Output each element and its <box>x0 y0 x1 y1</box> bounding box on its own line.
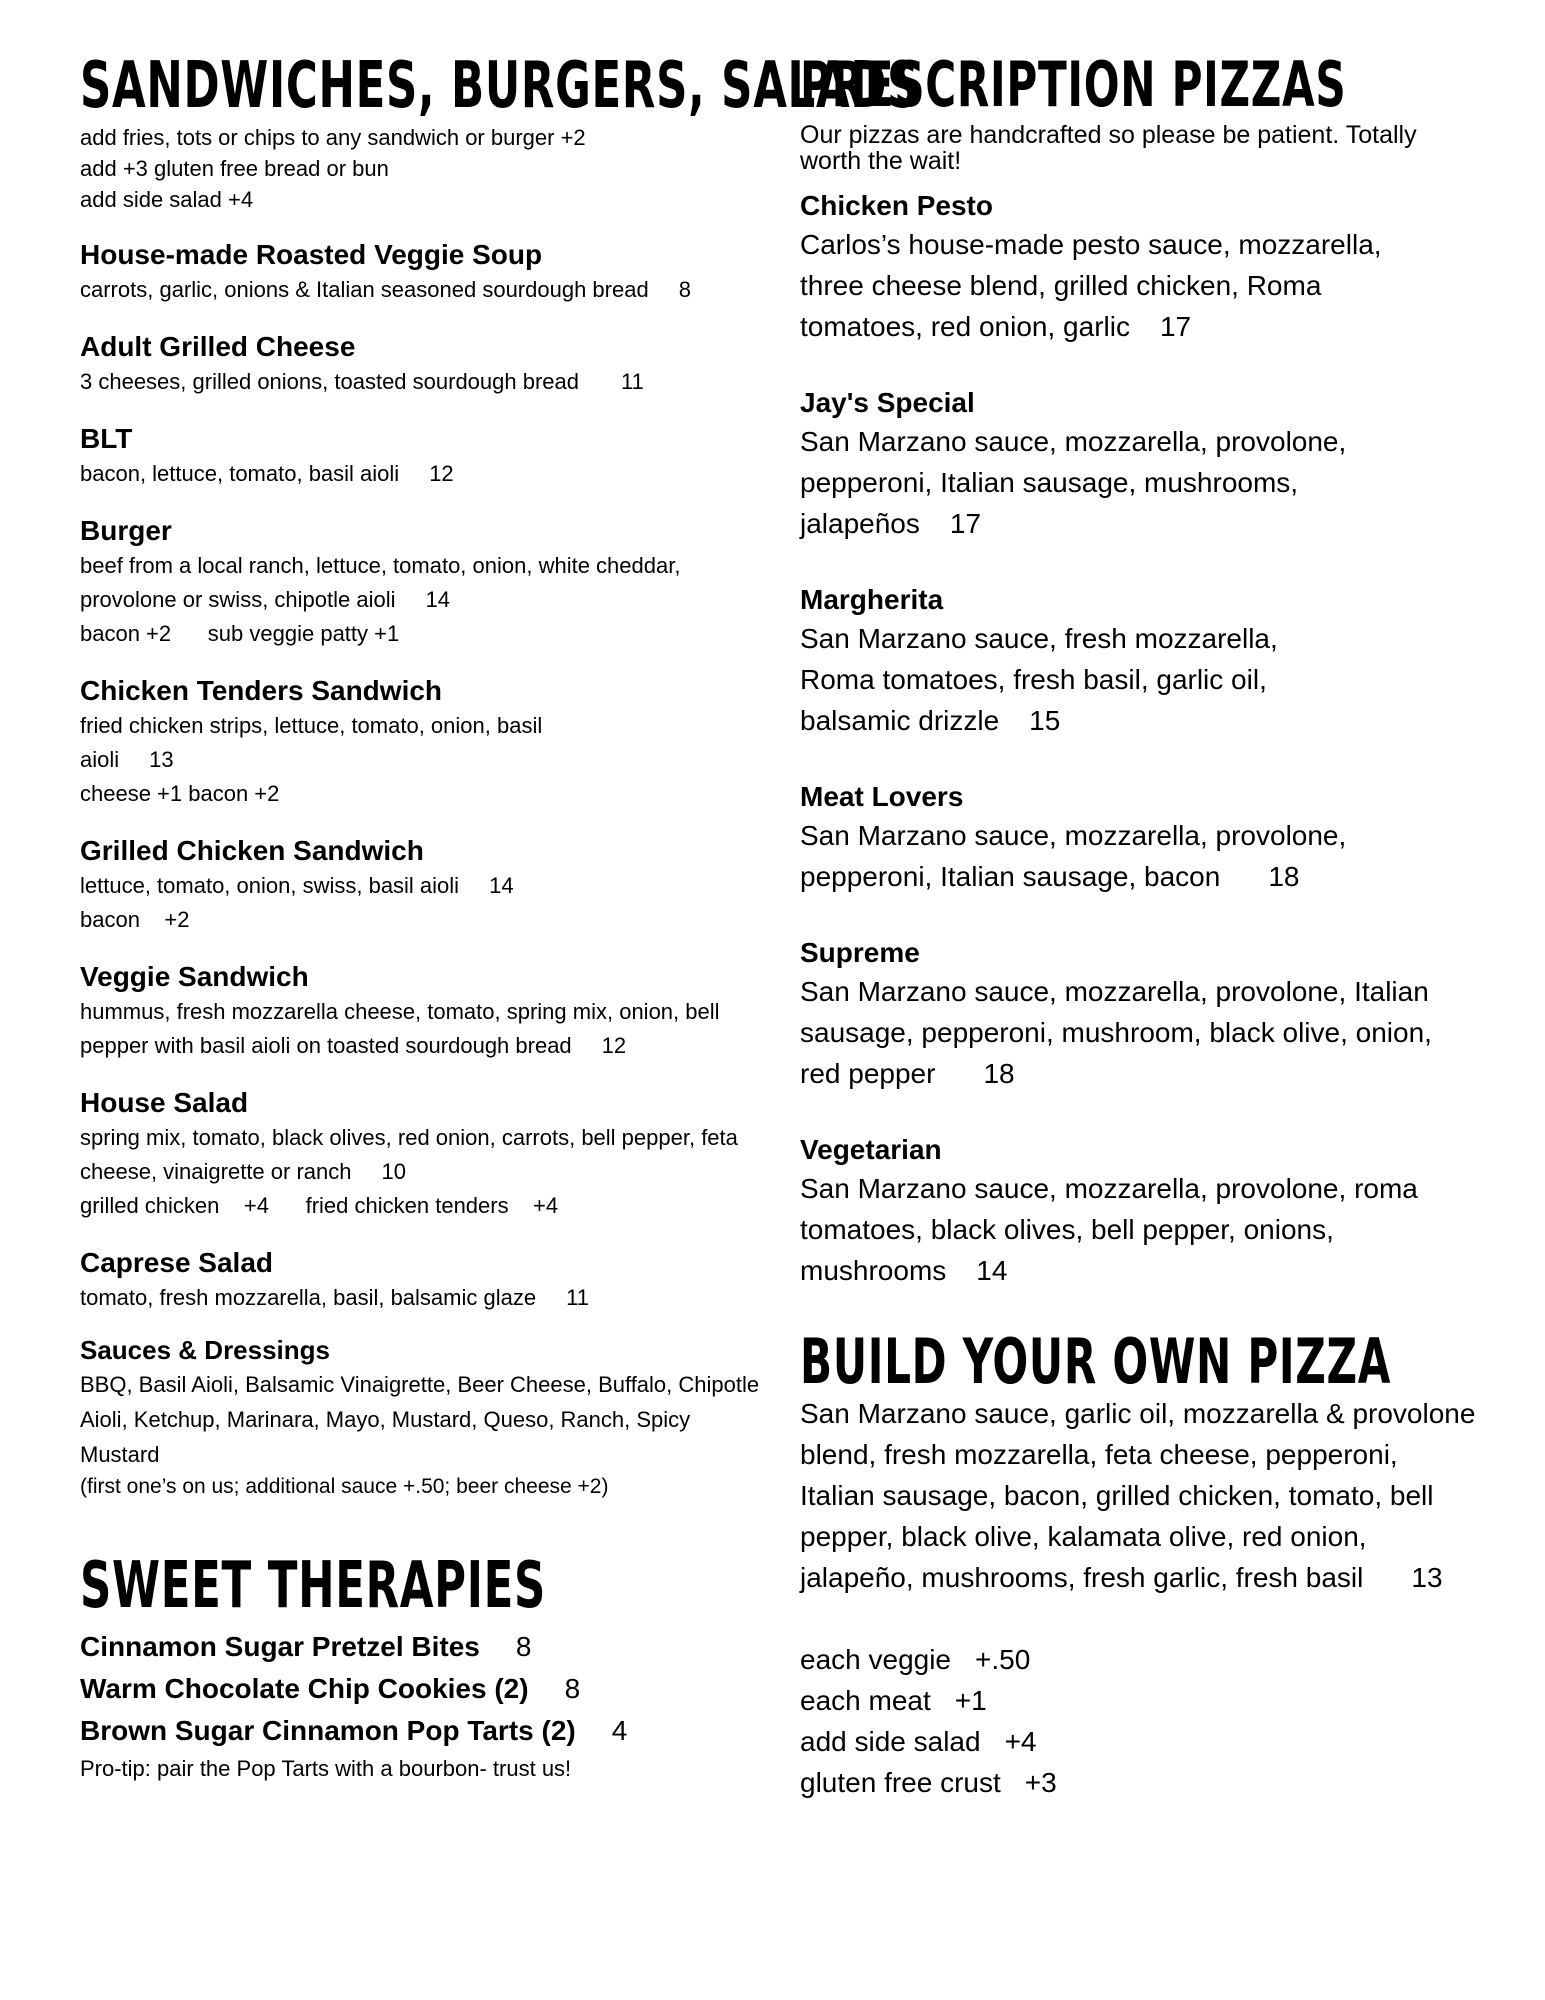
item-desc <box>80 549 760 617</box>
pizza-price: 17 <box>949 508 982 539</box>
addon-label: each veggie <box>800 1644 952 1675</box>
addon-label: gluten free crust <box>800 1767 1001 1798</box>
menu-item-blt <box>80 421 760 491</box>
item-desc-text: hummus, fresh mozzarella cheese, tomato, spring mix, onion, bell pepper with basil aioli on toasted sourdough bread <box>80 999 720 1058</box>
item-desc-text: tomato, fresh mozzarella, basil, balsamic glaze <box>80 1285 537 1310</box>
sandwiches-notes <box>80 122 760 215</box>
pizza-supreme <box>800 935 1490 1094</box>
pizza-price: 14 <box>976 1255 1008 1286</box>
sandwiches-note: add fries, tots or chips to any sandwich or burger +2 <box>80 125 586 150</box>
item-price: 11 <box>566 1285 589 1310</box>
pizza-desc-text: San Marzano sauce, mozzarella, provolone, Italian sausage, pepperoni, mushroom, black olive, onion, red pepper <box>800 976 1432 1089</box>
item-price: 12 <box>429 461 454 486</box>
menu-item-caprese-salad <box>80 1245 760 1315</box>
menu-item-house-salad <box>80 1085 760 1223</box>
item-extra: bacon +2 sub veggie patty +1 <box>80 621 400 646</box>
addon-price: +1 <box>954 1685 987 1716</box>
menu-item-veggie-soup <box>80 237 760 307</box>
addon-price: +3 <box>1024 1767 1057 1798</box>
item-price: 14 <box>425 587 450 612</box>
pizza-name: Supreme <box>800 937 920 968</box>
item-price: 11 <box>621 369 644 394</box>
pizzas-heading: PRESCRIPTION PIZZAS <box>800 48 1347 121</box>
pizza-price: 18 <box>1268 861 1300 892</box>
pizza-vegetarian <box>800 1132 1490 1291</box>
addon-price: +.50 <box>975 1644 1031 1675</box>
item-price: 13 <box>149 747 174 772</box>
item-price: 14 <box>489 873 514 898</box>
item-desc <box>80 273 760 307</box>
pizza-name: Vegetarian <box>800 1134 942 1165</box>
dessert-name: Warm Chocolate Chip Cookies (2) <box>80 1673 529 1704</box>
pizza-desc-text: San Marzano sauce, mozzarella, provolone, pepperoni, Italian sausage, mushrooms, jalapeños <box>800 426 1347 539</box>
addon-label: add side salad <box>800 1726 981 1757</box>
pizza-name: Jay's Special <box>800 387 975 418</box>
item-name: Chicken Tenders Sandwich <box>80 675 443 706</box>
pizza-name: Chicken Pesto <box>800 190 993 221</box>
item-name: Grilled Chicken Sandwich <box>80 835 424 866</box>
item-price: 8 <box>678 277 691 302</box>
item-name: Adult Grilled Cheese <box>80 331 356 362</box>
sandwiches-note: add +3 gluten free bread or bun <box>80 156 389 181</box>
byo-heading: BUILD YOUR OWN PIZZA <box>800 1325 1392 1398</box>
dessert-list <box>80 1626 760 1786</box>
dessert-price: 8 <box>564 1673 581 1704</box>
pizza-desc-text: San Marzano sauce, mozzarella, provolone, pepperoni, Italian sausage, bacon <box>800 820 1347 892</box>
pizza-price: 18 <box>983 1058 1015 1089</box>
sandwiches-note: add side salad +4 <box>80 187 254 212</box>
item-name: Caprese Salad <box>80 1247 273 1278</box>
byo-price: 13 <box>1411 1562 1443 1593</box>
item-desc-text: bacon, lettuce, tomato, basil aioli <box>80 461 400 486</box>
right-column <box>800 48 1490 1803</box>
addon-item <box>800 1762 1490 1803</box>
pizza-desc <box>800 971 1440 1094</box>
pizza-desc <box>800 618 1340 741</box>
item-desc <box>80 869 760 903</box>
item-name: House-made Roasted Veggie Soup <box>80 239 543 270</box>
pizza-jays-special <box>800 385 1490 544</box>
sauces-note: (first one’s on us; additional sauce +.50; beer cheese +2) <box>80 1475 609 1498</box>
item-desc <box>80 1121 760 1189</box>
item-desc <box>80 995 760 1063</box>
item-desc-text: beef from a local ranch, lettuce, tomato, onion, white cheddar, provolone or swiss, chipotle aioli <box>80 553 681 612</box>
addon-item <box>800 1721 1490 1762</box>
dessert-name: Cinnamon Sugar Pretzel Bites <box>80 1631 480 1662</box>
dessert-price: 4 <box>611 1715 628 1746</box>
pizza-desc <box>800 224 1450 347</box>
pizzas-intro: Our pizzas are handcrafted so please be patient. Totally worth the wait! <box>800 121 1417 175</box>
dessert-item <box>80 1626 760 1668</box>
item-name: House Salad <box>80 1087 249 1118</box>
item-price: 12 <box>601 1033 627 1058</box>
addon-item <box>800 1680 1490 1721</box>
item-price: 10 <box>381 1159 406 1184</box>
pizza-desc <box>800 421 1430 544</box>
item-name: Burger <box>80 515 172 546</box>
pizza-price: 17 <box>1159 311 1192 342</box>
item-desc-text: spring mix, tomato, black olives, red onion, carrots, bell pepper, feta cheese, vinaigrette or ranch <box>80 1125 738 1184</box>
pizza-margherita <box>800 582 1490 741</box>
item-extra: cheese +1 bacon +2 <box>80 781 280 806</box>
pizza-name: Margherita <box>800 584 944 615</box>
pizza-chicken-pesto <box>800 188 1490 347</box>
byo-desc-text: San Marzano sauce, garlic oil, mozzarella & provolone blend, fresh mozzarella, feta cheese, pepperoni, Italian sausage, bacon, grilled chicken, tomato, bell pepper, black olive, kalamata olive, red onion, jalapeño, mushrooms, fresh garlic, fresh basil <box>800 1398 1476 1593</box>
dessert-item <box>80 1668 760 1710</box>
addon-price: +4 <box>1004 1726 1037 1757</box>
pizza-desc-text: San Marzano sauce, fresh mozzarella, Roma tomatoes, fresh basil, garlic oil, balsamic drizzle <box>800 623 1278 736</box>
item-desc <box>80 365 760 399</box>
sandwiches-heading: SANDWICHES, BURGERS, SALADS <box>80 49 920 123</box>
menu-item-burger <box>80 513 760 651</box>
addon-label: each meat <box>800 1685 931 1716</box>
item-desc-text: fried chicken strips, lettuce, tomato, onion, basil aioli <box>80 713 543 772</box>
item-desc <box>80 709 580 777</box>
item-desc <box>80 1281 760 1315</box>
sweet-heading: SWEET THERAPIES <box>80 1549 547 1623</box>
byo-desc <box>800 1393 1480 1598</box>
pizza-desc-text: Carlos’s house-made pesto sauce, mozzarella, three cheese blend, grilled chicken, Roma tomatoes, red onion, garlic <box>800 229 1382 342</box>
pro-tip: Pro-tip: pair the Pop Tarts with a bourbon- trust us! <box>80 1756 572 1781</box>
addon-item <box>800 1639 1490 1680</box>
item-desc <box>80 457 760 491</box>
sauces-section <box>80 1333 760 1502</box>
item-extra: grilled chicken +4 fried chicken tenders +4 <box>80 1193 559 1218</box>
pizza-name: Meat Lovers <box>800 781 964 812</box>
menu-item-grilled-cheese <box>80 329 760 399</box>
dessert-price: 8 <box>515 1631 532 1662</box>
sauces-title: Sauces & Dressings <box>80 1335 331 1365</box>
pizza-desc <box>800 1168 1490 1291</box>
item-name: BLT <box>80 423 133 454</box>
dessert-name: Brown Sugar Cinnamon Pop Tarts (2) <box>80 1715 576 1746</box>
pizza-meat-lovers <box>800 779 1490 897</box>
item-desc-text: lettuce, tomato, onion, swiss, basil aioli <box>80 873 460 898</box>
menu-item-veggie-sandwich <box>80 959 760 1063</box>
item-name: Veggie Sandwich <box>80 961 309 992</box>
dessert-item <box>80 1710 760 1752</box>
pizza-desc <box>800 815 1430 897</box>
item-extra: bacon +2 <box>80 907 190 932</box>
byo-addons <box>800 1639 1490 1803</box>
pizza-desc-text: San Marzano sauce, mozzarella, provolone, roma tomatoes, black olives, bell pepper, onions, mushrooms <box>800 1173 1418 1286</box>
menu-item-chicken-tenders <box>80 673 760 811</box>
item-desc-text: 3 cheeses, grilled onions, toasted sourdough bread <box>80 369 580 394</box>
item-desc-text: carrots, garlic, onions & Italian seasoned sourdough bread <box>80 277 649 302</box>
pizza-price: 15 <box>1029 705 1061 736</box>
menu-item-grilled-chicken <box>80 833 760 937</box>
sauces-list: BBQ, Basil Aioli, Balsamic Vinaigrette, Beer Cheese, Buffalo, Chipotle Aioli, Ketchup, Marinara, Mayo, Mustard, Queso, Ranch, Spicy Mustard <box>80 1372 760 1467</box>
